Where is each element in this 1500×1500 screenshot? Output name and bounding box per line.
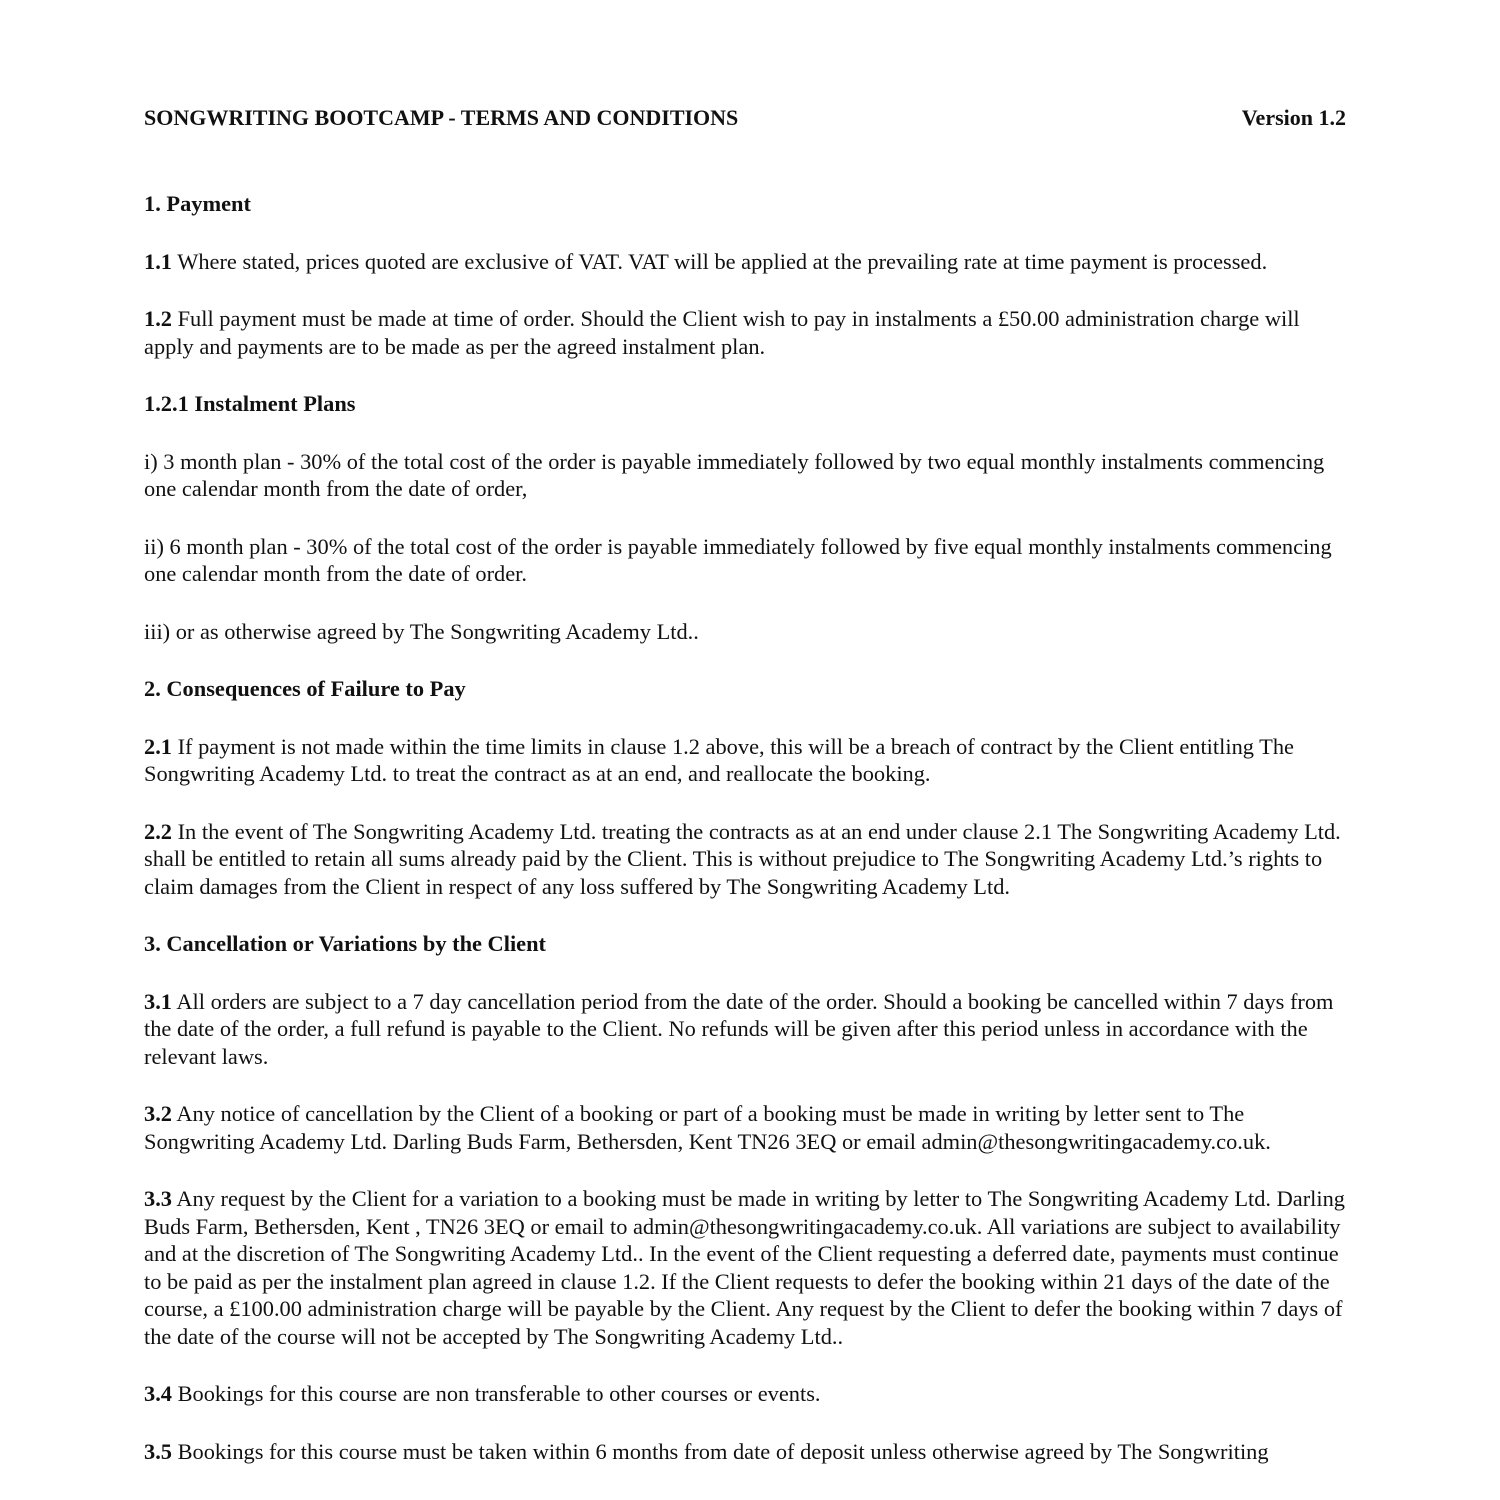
- document-page: [144, 0, 1354, 1500]
- clause-number: 3.1: [144, 988, 172, 1014]
- clause-number: 3.3: [144, 1186, 172, 1211]
- document-version: Version 1.2: [1241, 105, 1346, 130]
- clause-text: Any request by the Client for a variation to a booking must be made in writing by letter to The Songwriting Academy Ltd. Darling Buds Farm, Bethersden, Kent , TN26 3EQ or email to admin@thesongwritingacademy.co.uk. All variations are subject to availability and at the discretion of The Songwriting Academy Ltd.. In the event of the Client requesting a deferred date, payments must continue to be paid as per the instalment plan agreed in clause 1.2. If the Client requests to defer the booking within 21 days of the date of the course, a £100.00 administration charge will be payable by the Client. Any request by the Client to defer the booking within 7 days of the date of the course will not be accepted by The Songwriting Academy Ltd..: [144, 1186, 1346, 1349]
- clause-2-1: [144, 733, 1354, 788]
- clause-number: 2.1: [144, 733, 172, 759]
- section-heading-failure-to-pay: 2. Consequences of Failure to Pay: [144, 676, 466, 701]
- clause-1-2: [144, 305, 1354, 360]
- clause-number: 3.2: [144, 1101, 172, 1126]
- clause-text: Bookings for this course must be taken within 6 months from date of deposit unless otherwise agreed by The Songwriting: [172, 1438, 1269, 1464]
- clause-text: In the event of The Songwriting Academy Ltd. treating the contracts as at an end under clause 2.1 The Songwriting Academy Ltd. shall be entitled to retain all sums already paid by the Client. This is without prejudice to The Songwriting Academy Ltd.’s rights to claim damages from the Client in respect of any loss suffered by The Songwriting Academy Ltd.: [144, 818, 1341, 899]
- clause-number: 1.1: [144, 248, 172, 274]
- instalment-plan-3-month: i) 3 month plan - 30% of the total cost of the order is payable immediately followed by two equal monthly instalments commencing one calendar month from the date of order,: [144, 448, 1325, 501]
- instalment-plan-6-month: ii) 6 month plan - 30% of the total cost of the order is payable immediately followed by five equal monthly instalments commencing one calendar month from the date of order.: [144, 533, 1332, 586]
- document-body: [144, 190, 1354, 1495]
- document-header: [144, 104, 1346, 132]
- clause-number: 2.2: [144, 818, 172, 844]
- subsection-heading-instalment-plans: 1.2.1 Instalment Plans: [144, 391, 356, 416]
- clause-number: 3.5: [144, 1438, 172, 1464]
- clause-2-2: [144, 818, 1354, 901]
- clause-text: Bookings for this course are non transferable to other courses or events.: [172, 1381, 821, 1406]
- clause-text: Any notice of cancellation by the Client of a booking or part of a booking must be made in writing by letter sent to The Songwriting Academy Ltd. Darling Buds Farm, Bethersden, Kent TN26 3EQ or email admin@thesongwritingacademy.co.uk.: [144, 1101, 1271, 1154]
- section-heading-payment: 1. Payment: [144, 191, 251, 216]
- clause-3-4: [144, 1380, 1354, 1408]
- clause-number: 1.2: [144, 306, 172, 331]
- clause-3-3: [144, 1185, 1354, 1350]
- clause-text: If payment is not made within the time limits in clause 1.2 above, this will be a breach of contract by the Client entitling The Songwriting Academy Ltd. to treat the contract as at an end, and reallocate the booking.: [144, 733, 1294, 786]
- clause-3-5: [144, 1438, 1354, 1466]
- clause-text: Full payment must be made at time of order. Should the Client wish to pay in instalments a £50.00 administration charge will apply and payments are to be made as per the agreed instalment plan.: [144, 306, 1300, 359]
- clause-number: 3.4: [144, 1381, 172, 1406]
- instalment-plan-other: iii) or as otherwise agreed by The Songwriting Academy Ltd..: [144, 618, 699, 644]
- document-title: SONGWRITING BOOTCAMP - TERMS AND CONDITIONS: [144, 105, 739, 130]
- clause-text: Where stated, prices quoted are exclusive of VAT. VAT will be applied at the prevailing rate at time payment is processed.: [172, 248, 1268, 274]
- clause-3-2: [144, 1100, 1354, 1155]
- section-heading-cancellation: 3. Cancellation or Variations by the Client: [144, 931, 547, 956]
- clause-1-1: [144, 248, 1354, 276]
- clause-text: All orders are subject to a 7 day cancellation period from the date of the order. Should a booking be cancelled within 7 days from the date of the order, a full refund is payable to the Client. No refunds will be given after this period unless in accordance with the relevant laws.: [144, 988, 1334, 1069]
- clause-3-1: [144, 988, 1354, 1071]
